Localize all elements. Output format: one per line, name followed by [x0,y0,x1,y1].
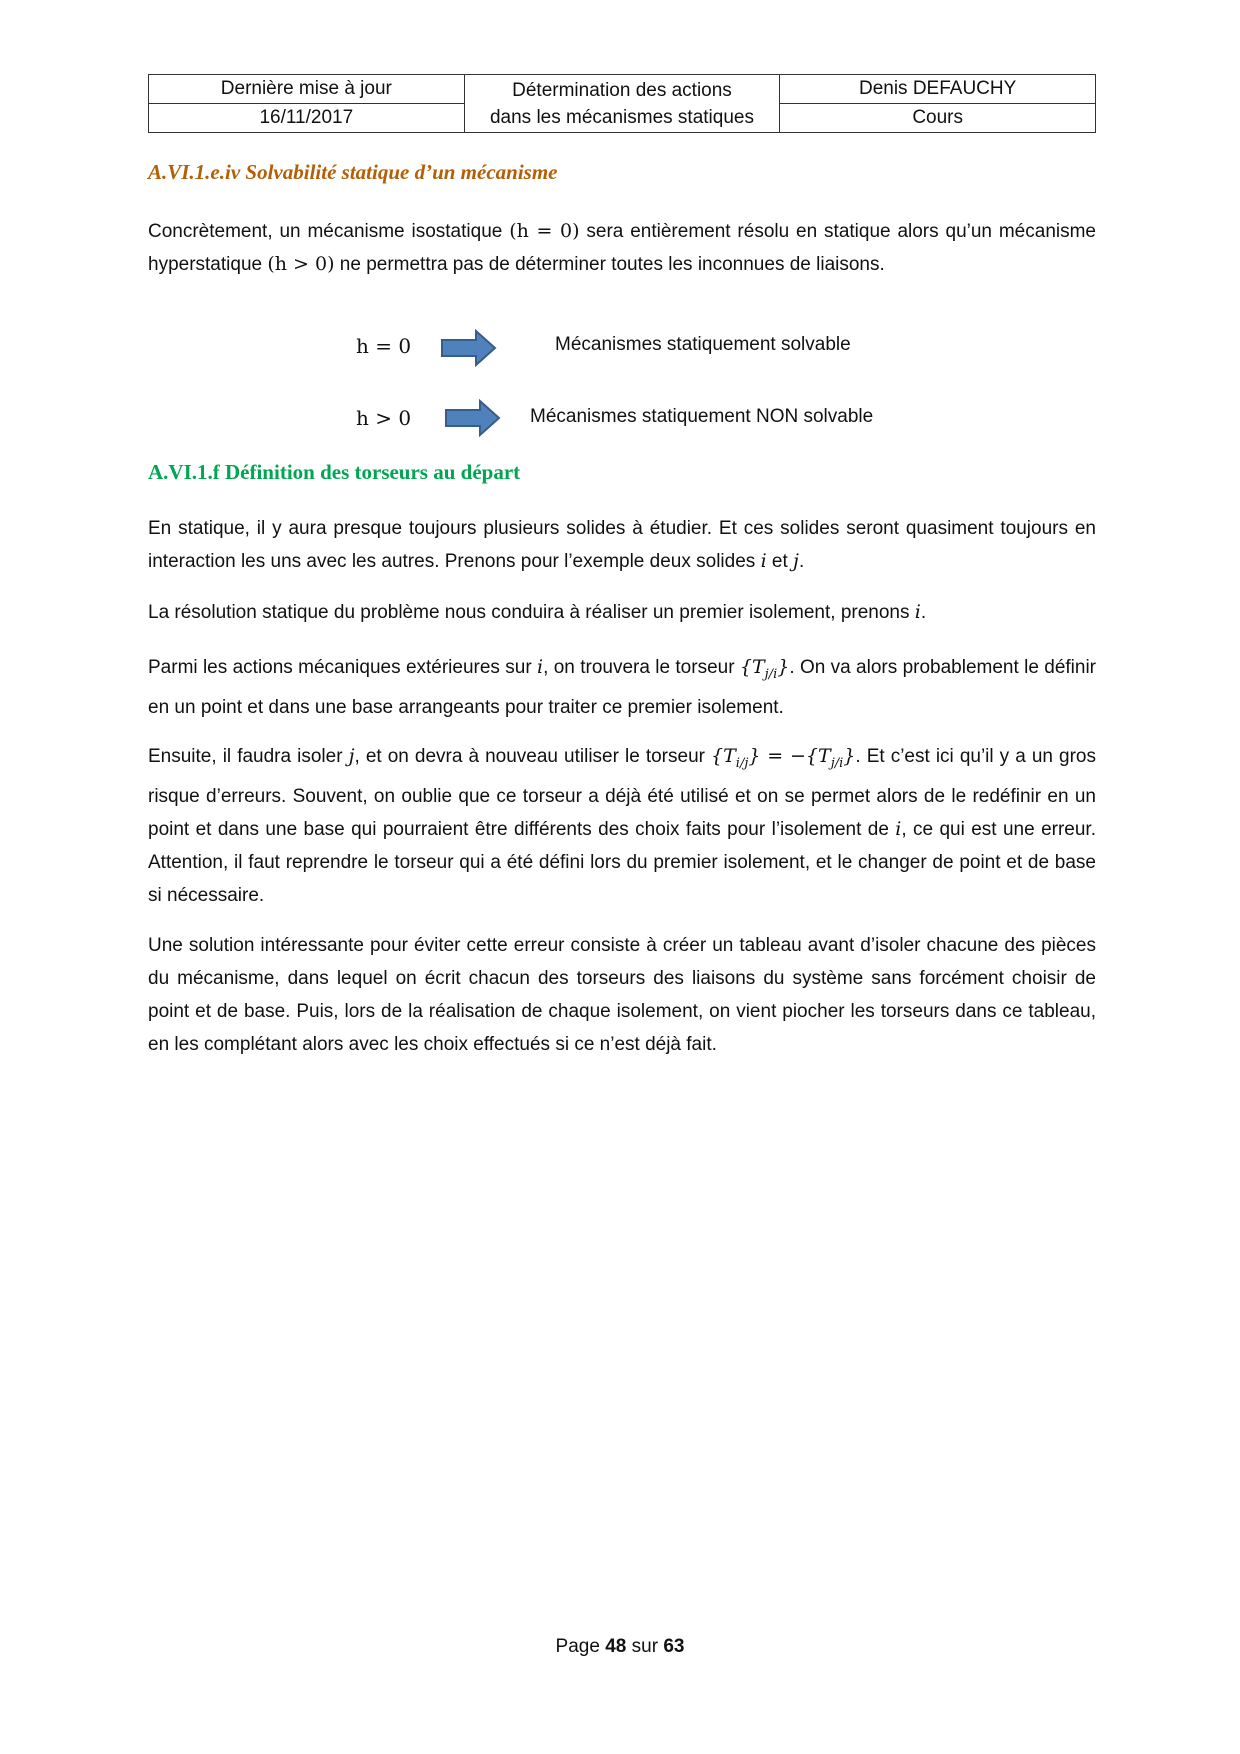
text-span: . On va alors probablement le définir en un point et dans une base arrangeants pour traiter ce premier isolement. [148,657,1097,718]
text-span: et [766,551,794,572]
paragraph-premier-isolement [148,596,1096,629]
author: Denis DEFAUCHY [780,75,1096,104]
title-line-1: Détermination des actions [512,79,732,101]
title-line-2: dans les mécanismes statiques [489,106,754,128]
paragraph-intro-solides [148,512,1096,578]
math-h-greater-zero: h > 0 [356,406,412,430]
page-footer [0,1636,1240,1658]
text-span: ne permettra pas de déterminer toutes les inconnues de liaisons. [334,254,885,275]
text-span: En statique, il y aura presque toujours plusieurs solides à étudier. Et ces solides seront quasiment toujours en interaction les uns avec les autres. Prenons pour l’exemple deux solides [148,518,1096,572]
text-span: . Et c’est ici qu’il y a un gros risque d’erreurs. Souvent, on oublie que ce torseur a déjà été utilisé et on se permet alors de le redéfinir en un point et dans une base qui pourraient être différents des choix faits pour l’isolement de [148,746,1096,840]
paragraph-torseur-ji [148,651,1096,724]
section-heading-torseurs: A.VI.1.f Définition des torseurs au départ [148,460,521,484]
text-span: Parmi les actions mécaniques extérieures sur [148,657,538,678]
right-arrow-icon [440,328,498,368]
math-torseur-equation: $\{T_{i/j}\} = -\{T_{j/i}\}$ [711,745,856,771]
section-heading-solvabilite: A.VI.1.e.iv Solvabilité statique d’un mécanisme [148,160,558,184]
update-date: 16/11/2017 [149,104,465,133]
page-number: 48 [605,1636,627,1657]
math-subscript: i/j [735,755,749,771]
document-title [464,75,780,133]
paragraph-solution-tableau: Une solution intéressante pour éviter cette erreur consiste à créer un tableau avant d’isoler chacune des pièces du mécanisme, dans lequel on écrit chacun des torseurs des liaisons du système sans forcément choisir de point et de base. Puis, lors de la réalisation de chaque isolement, on vient piocher les torseurs dans ce tableau, en les complétant alors avec les choix effectués si ce n’est déjà fait. [148,935,1096,1055]
math-condition-hyper: (h > 0) [267,253,335,275]
math-var-i: i [537,656,544,678]
text-span: La résolution statique du problème nous conduira à réaliser un premier isolement, prenons [148,602,915,623]
non-solvable-label: Mécanismes statiquement NON solvable [530,406,874,427]
math-condition-iso: (h = 0) [509,220,580,242]
math-h-equals-zero: h = 0 [356,334,412,358]
text-span: . [920,602,927,623]
math-subscript: j/i [830,755,844,771]
paragraph-isoler-j [148,740,1096,912]
math-subscript: j/i [764,666,778,682]
math-torseur-ji: $\{T_{j/i}\}$ [739,656,790,682]
math-var-i: i [914,601,921,623]
text-span: Ensuite, il faudra isoler [148,746,349,767]
text-span: , et on devra à nouveau utiliser le torseur [354,746,712,767]
document-type: Cours [780,104,1096,133]
text-span: , on trouvera le torseur [543,657,740,678]
right-arrow-icon [444,398,502,438]
math-var-j: j [793,550,799,572]
math-part: } = −{T [748,745,831,767]
text-span: , ce qui est une erreur. Attention, il faut reprendre le torseur qui a été défini lors du premier isolement, et le changer de point et de base si nécessaire. [148,818,1096,906]
text-span: . [798,551,805,572]
math-part: {T [739,656,765,678]
math-var-i: i [895,817,902,840]
math-var-j: j [348,745,355,767]
text-span: sera entièrement résolu en statique alors qu’un mécanisme hyperstatique [148,221,1096,275]
footer-text: Page [555,1636,600,1657]
header-table [148,74,1096,133]
footer-text: sur [631,1636,659,1657]
solvable-label: Mécanismes statiquement solvable [555,334,851,355]
page-total: 63 [663,1636,685,1657]
text-span: Concrètement, un mécanisme isostatique [148,221,510,242]
last-update-label: Dernière mise à jour [149,75,465,104]
math-part: {T [711,745,736,767]
math-var-i: i [760,550,767,572]
paragraph-solvabilite [148,215,1096,281]
